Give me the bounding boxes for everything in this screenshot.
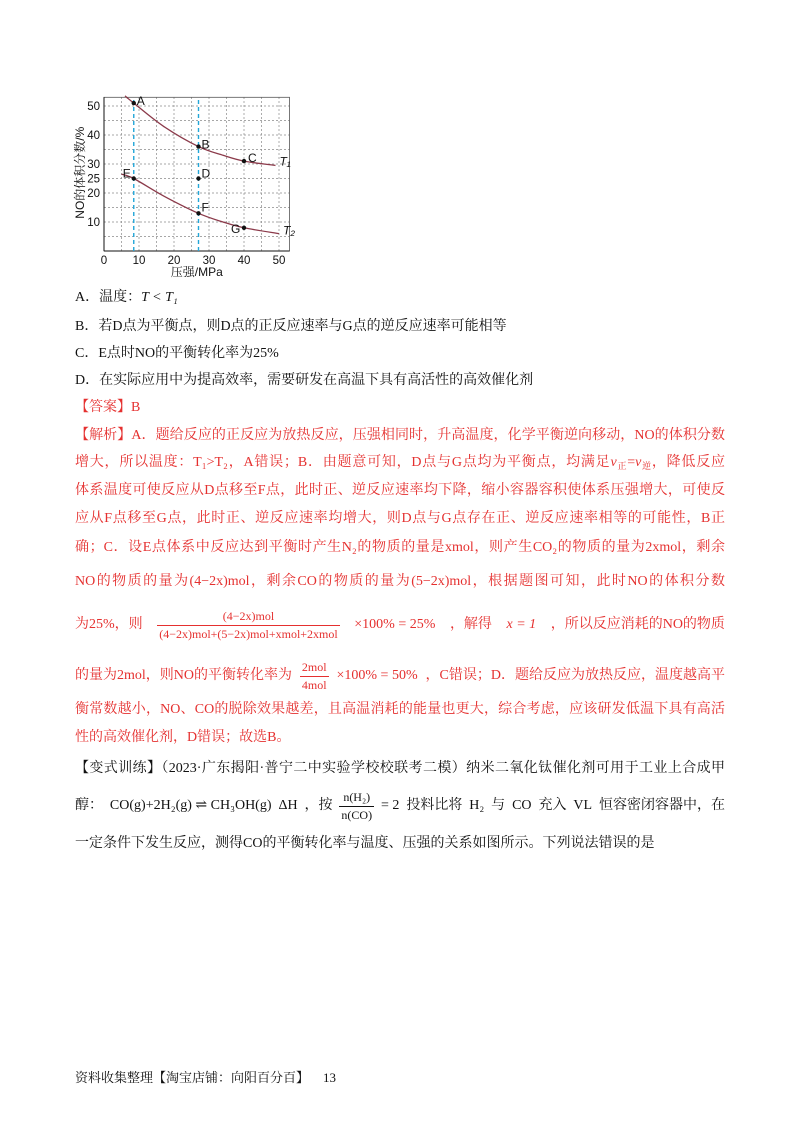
reaction-equation: CO(g)+2H₂(g) ⇌ CH₃OH(g) xyxy=(109,798,272,813)
fraction-numerator: (4−2x)mol xyxy=(222,608,275,623)
option-c: C．E点时NO的平衡转化率为25% xyxy=(75,346,279,361)
option-d: D．在实际应用中为提高效率，需要研发在高温下具有高活性的高效催化剂 xyxy=(75,373,534,388)
point-label-f: F xyxy=(201,200,209,215)
x-tick-label: 10 xyxy=(132,255,146,267)
y-tick-label: 10 xyxy=(87,217,100,229)
analysis-line-5: 确；C．设E点体系中反应达到平衡时产生N₂的物质的量是xmol，则产生CO₂的物质的量为2xmol，剩余 xyxy=(75,540,725,555)
analysis-line-9: 衡常数越小，NO、CO的脱除效果越差，且高温消耗的能量也更大，综合考虑，应该研发低温下具有高活 xyxy=(75,702,725,717)
analysis-text: ，降低反应 xyxy=(651,455,725,470)
point-e xyxy=(132,176,136,180)
point-d xyxy=(196,176,200,180)
hydrogen-formula: H₂ xyxy=(469,798,485,813)
point-label-a: A xyxy=(136,94,145,109)
option-a-formula: T < T₁ xyxy=(141,290,178,305)
point-label-c: C xyxy=(248,151,257,166)
variant-text: 投料比将 xyxy=(406,798,463,813)
rate-equality xyxy=(610,455,651,470)
analysis-text: 为25%，则 xyxy=(75,617,143,632)
x-tick-label: 30 xyxy=(202,255,216,267)
fraction-numerator: n(H₂) xyxy=(343,789,371,804)
series-curve-2 xyxy=(122,174,280,233)
ratio-value: = 2 xyxy=(381,798,400,813)
variant-text: 充入 xyxy=(538,798,567,813)
y-axis-title: NO的体积分数/% xyxy=(73,126,87,219)
analysis-text: ，解得 xyxy=(449,617,492,632)
point-a xyxy=(132,101,136,105)
answer: 【答案】B xyxy=(75,400,141,415)
fraction-denominator: n(CO) xyxy=(341,807,373,822)
variant-line-2 xyxy=(75,788,725,824)
point-c xyxy=(242,159,246,163)
point-label-g: G xyxy=(231,221,241,236)
point-g xyxy=(242,226,246,230)
feed-ratio-expression xyxy=(339,790,374,823)
point-label-b: B xyxy=(201,137,210,152)
page-number: 13 xyxy=(323,1070,337,1085)
series-label-1: T₁ xyxy=(279,154,291,169)
enthalpy-symbol: ΔH xyxy=(278,798,298,813)
analysis-line-8 xyxy=(75,654,725,698)
analysis-line-4: 应从F点移至G点，此时正、逆反应速率均增大，则D点与G点存在正、逆反应速率相等的可能性，B正 xyxy=(75,511,725,526)
variant-line-3: 一定条件下发生反应，测得CO的平衡转化率与温度、压强的关系如图所示。下列说法错误的是 xyxy=(75,836,655,851)
y-tick-label: 25 xyxy=(87,173,100,186)
footer-source: 资料收集整理【淘宝店铺：向阳百分百】 xyxy=(75,1070,310,1085)
option-a xyxy=(75,289,725,307)
x-tick-label: 20 xyxy=(167,255,181,267)
option-a-text: A．温度： xyxy=(75,290,142,305)
fraction-denominator: 4mol xyxy=(301,677,327,692)
series-label-2: T₂ xyxy=(283,223,295,238)
option-b: B．若D点为平衡点，则D点的正反应速率与G点的逆反应速率可能相等 xyxy=(75,319,507,334)
rate-symbol: v xyxy=(635,455,642,470)
volume-symbol: VL xyxy=(573,798,593,813)
y-tick-label: 50 xyxy=(87,101,100,113)
y-tick-label: 30 xyxy=(87,159,100,171)
no-fraction-vs-pressure-chart xyxy=(60,88,310,283)
analysis-text: 增大，所以温度：T₁>T₂，A错误；B．由题意可知，D点与G点均为平衡点，均满足 xyxy=(75,455,611,470)
analysis-line-2 xyxy=(75,454,725,472)
volume-fraction-expression xyxy=(157,609,340,642)
rate-symbol: v xyxy=(610,455,617,470)
co-formula: CO xyxy=(512,798,532,813)
percent-equation: ×100% = 50% xyxy=(336,668,418,683)
variant-text: ，按 xyxy=(304,798,333,813)
analysis-line-3: 体系温度可使反应从D点移至F点，此时正、逆反应速率均下降，缩小容器容积使体系压强增大，可使反 xyxy=(75,483,725,498)
point-label-d: D xyxy=(201,166,211,181)
variant-text: 醇： xyxy=(75,798,103,813)
variant-text: 与 xyxy=(491,798,506,813)
fraction-denominator: (4−2x)mol+(5−2x)mol+xmol+2xmol xyxy=(159,626,338,641)
analysis-text: ，所以反应消耗的NO的物质 xyxy=(550,617,725,632)
analysis-text: ，C错误；D．题给反应为放热反应，温度越高平 xyxy=(425,668,725,683)
forward-subscript: 正 xyxy=(616,461,628,471)
percent-equation: ×100% = 25% xyxy=(354,617,436,632)
fraction-numerator: 2mol xyxy=(301,659,327,674)
equals-sign: = xyxy=(627,455,636,470)
point-b xyxy=(196,144,200,148)
conversion-expression xyxy=(300,660,329,693)
x-tick-label: 0 xyxy=(100,255,108,267)
reverse-subscript: 逆 xyxy=(641,461,652,471)
analysis-text: 的量为2mol，则NO的平衡转化率为 xyxy=(75,668,292,683)
point-label-e: E xyxy=(122,166,131,181)
page-footer xyxy=(75,1069,336,1087)
x-tick-label: 40 xyxy=(237,255,251,267)
point-f xyxy=(196,211,200,215)
variant-text: 恒容密闭容器中，在 xyxy=(598,798,725,813)
y-tick-label: 20 xyxy=(87,188,100,200)
analysis-line-1: 【解析】A．题给反应的正反应为放热反应，压强相同时，升高温度，化学平衡逆向移动，NO的体积分数 xyxy=(75,428,725,443)
analysis-line-10: 性的高效催化剂，D错误；故选B。 xyxy=(75,730,291,745)
solution-value: x = 1 xyxy=(506,617,537,632)
variant-line-1: 【变式训练】（2023·广东揭阳·普宁二中实验学校校联考二模）纳米二氧化钛催化剂可用于工业上合成甲 xyxy=(75,761,725,776)
x-tick-label: 50 xyxy=(272,255,286,267)
analysis-line-7 xyxy=(75,603,725,647)
analysis-line-6: NO的物质的量为(4−2x)mol，剩余CO的物质的量为(5−2x)mol，根据题图可知，此时NO的体积分数 xyxy=(75,574,725,589)
y-tick-label: 40 xyxy=(87,130,100,142)
x-axis-title: 压强/MPa xyxy=(170,265,223,279)
